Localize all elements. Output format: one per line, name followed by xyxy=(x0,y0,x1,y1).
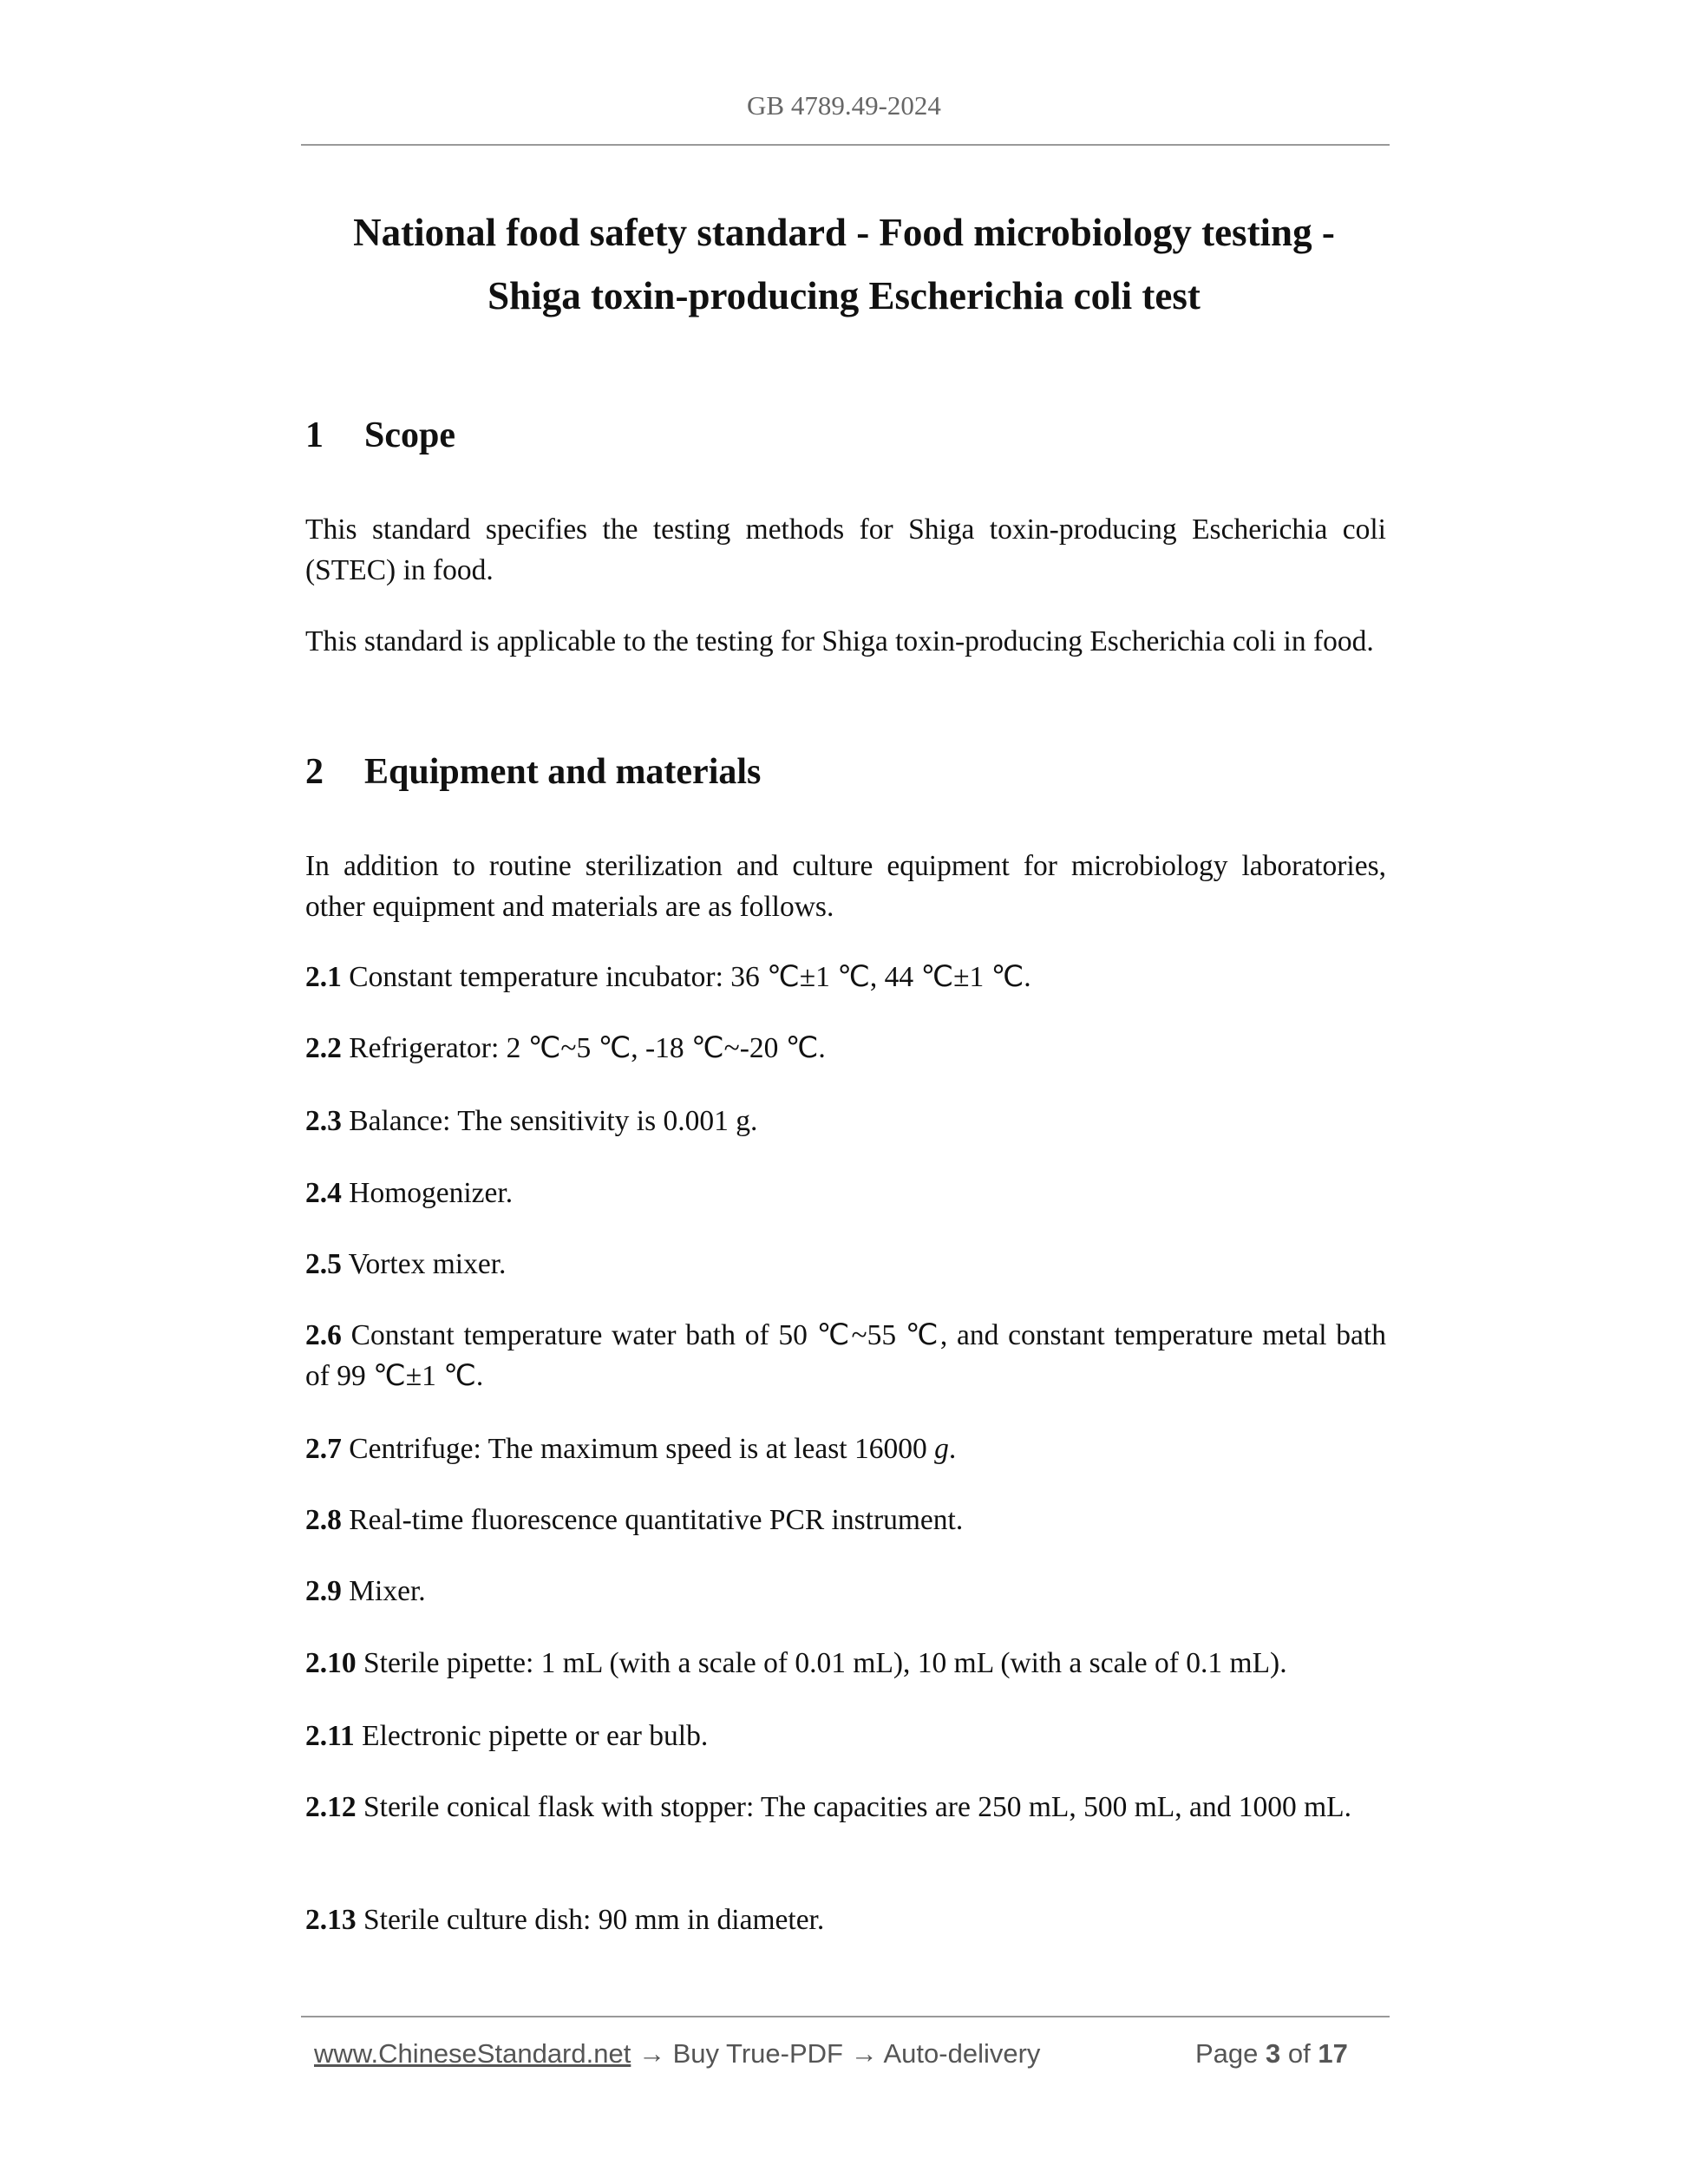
item-text: Constant temperature incubator: 36 ℃±1 ℃, 44 ℃±1 ℃. xyxy=(349,961,1031,993)
item-number: 2.1 xyxy=(305,961,342,993)
page-indicator xyxy=(1195,2038,1348,2070)
auto-delivery-text: Auto-delivery xyxy=(883,2038,1041,2069)
item-2-13 xyxy=(305,1900,1386,1940)
item-text-tail: . xyxy=(948,1433,957,1465)
page-number: 3 xyxy=(1266,2038,1281,2069)
item-2-6 xyxy=(305,1315,1386,1396)
header-divider xyxy=(301,144,1390,146)
title-line-2: Shiga toxin-producing Escherichia coli test xyxy=(487,274,1201,317)
item-2-2 xyxy=(305,1028,1386,1069)
buy-true-pdf-text: Buy True-PDF xyxy=(672,2038,843,2069)
item-text: Balance: The sensitivity is 0.001 g. xyxy=(349,1105,758,1137)
section-number: 2 xyxy=(305,752,324,792)
item-2-4 xyxy=(305,1173,1386,1213)
item-number: 2.4 xyxy=(305,1177,342,1209)
item-number: 2.10 xyxy=(305,1647,357,1679)
page-label: Page xyxy=(1195,2038,1259,2069)
item-number: 2.11 xyxy=(305,1720,355,1752)
item-text: Electronic pipette or ear bulb. xyxy=(362,1720,709,1752)
item-2-10 xyxy=(305,1643,1386,1684)
equipment-intro: In addition to routine sterilization and culture equipment for microbiology laboratories, other equipment and materials are as follows. xyxy=(305,850,1386,923)
item-2-1 xyxy=(305,957,1386,997)
item-number: 2.7 xyxy=(305,1433,342,1465)
section-heading-equipment xyxy=(305,751,761,793)
footer-divider xyxy=(301,2016,1390,2017)
section-title: Equipment and materials xyxy=(364,752,762,792)
item-2-9 xyxy=(305,1571,1386,1612)
item-number: 2.3 xyxy=(305,1105,342,1137)
item-number: 2.8 xyxy=(305,1504,342,1536)
document-title xyxy=(260,201,1428,328)
item-text: Sterile pipette: 1 mL (with a scale of 0.01 mL), 10 mL (with a scale of 0.1 mL). xyxy=(363,1647,1287,1679)
footer-links xyxy=(314,2038,1040,2070)
item-text: Constant temperature water bath of 50 ℃~55 ℃, and constant temperature metal bath of 99 ℃±1 ℃. xyxy=(305,1319,1386,1392)
chinesestandard-link[interactable]: www.ChineseStandard.net xyxy=(314,2038,631,2069)
of-label: of xyxy=(1287,2038,1311,2069)
scope-paragraph-2: This standard is applicable to the testing for Shiga toxin-producing Escherichia coli in food. xyxy=(305,625,1374,657)
item-italic-unit: g xyxy=(934,1433,949,1465)
item-number: 2.5 xyxy=(305,1248,342,1280)
document-id-header: GB 4789.49-2024 xyxy=(747,90,941,121)
item-text: Vortex mixer. xyxy=(348,1248,507,1280)
item-2-11 xyxy=(305,1716,1386,1756)
section-number: 1 xyxy=(305,415,324,455)
arrow-right-icon: → xyxy=(638,2038,665,2069)
item-number: 2.12 xyxy=(305,1791,357,1823)
arrow-right-icon: → xyxy=(850,2038,878,2069)
item-text: Sterile culture dish: 90 mm in diameter. xyxy=(363,1904,825,1936)
item-text: Homogenizer. xyxy=(349,1177,514,1209)
item-number: 2.13 xyxy=(305,1904,357,1936)
item-number: 2.2 xyxy=(305,1032,342,1064)
item-number: 2.9 xyxy=(305,1575,342,1607)
item-2-12 xyxy=(305,1787,1386,1828)
item-text: Mixer. xyxy=(349,1575,426,1607)
item-text: Sterile conical flask with stopper: The capacities are 250 mL, 500 mL, and 1000 mL. xyxy=(363,1791,1351,1823)
section-title: Scope xyxy=(364,415,455,455)
item-text: Refrigerator: 2 ℃~5 ℃, -18 ℃~-20 ℃. xyxy=(349,1032,826,1064)
item-text: Centrifuge: The maximum speed is at least 16000 xyxy=(349,1433,935,1465)
item-2-8 xyxy=(305,1500,1386,1540)
item-2-5 xyxy=(305,1244,1386,1285)
item-text: Real-time fluorescence quantitative PCR instrument. xyxy=(349,1504,964,1536)
item-2-7 xyxy=(305,1429,1386,1469)
title-line-1: National food safety standard - Food microbiology testing - xyxy=(353,211,1335,254)
section-heading-scope xyxy=(305,415,455,456)
page-total: 17 xyxy=(1318,2038,1348,2069)
scope-paragraph-1: This standard specifies the testing methods for Shiga toxin-producing Escherichia coli (STEC) in food. xyxy=(305,513,1386,586)
item-2-3 xyxy=(305,1101,1386,1141)
item-number: 2.6 xyxy=(305,1319,342,1351)
